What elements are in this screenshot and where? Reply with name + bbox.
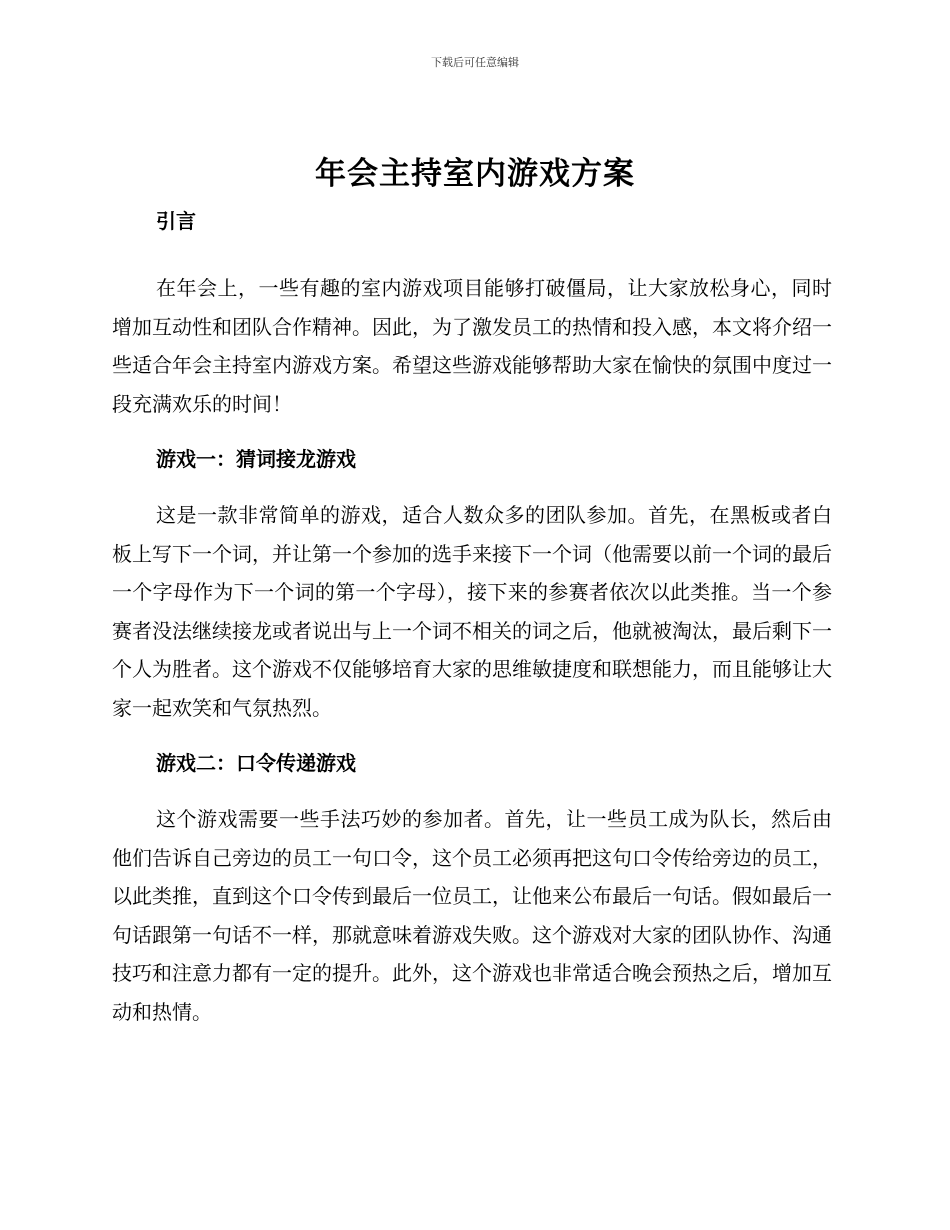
document-body [112,202,832,1031]
section-heading-game-one: 游戏一：猜词接龙游戏 [156,447,356,471]
section-heading-game-two: 游戏二：口令传递游戏 [156,751,356,775]
section-paragraph-intro: 在年会上，一些有趣的室内游戏项目能够打破僵局，让大家放松身心，同时增加互动性和团队合作精神。因此，为了激发员工的热情和投入感，本文将介绍一些适合年会主持室内游戏方案。希望这些游戏能够帮助大家在愉快的氛围中度过一段充满欢乐的时间！ [112,276,832,416]
section-heading-intro: 引言 [156,209,196,233]
document-title: 年会主持室内游戏方案 [315,156,635,192]
header-note: 下载后可任意编辑 [431,56,519,69]
section-paragraph-game-one: 这是一款非常简单的游戏，适合人数众多的团队参加。首先，在黑板或者白板上写下一个词，并让第一个参加的选手来接下一个词（他需要以前一个词的最后一个字母作为下一个词的第一个字母），接下来的参赛者依次以此类推。当一个参赛者没法继续接龙或者说出与上一个词不相关的词之后，他就被淘汰，最后剩下一个人为胜者。这个游戏不仅能够培育大家的思维敏捷度和联想能力，而且能够让大家一起欢笑和气氛热烈。 [112,503,832,720]
section-paragraph-game-two: 这个游戏需要一些手法巧妙的参加者。首先，让一些员工成为队长，然后由他们告诉自己旁边的员工一句口令，这个员工必须再把这句口令传给旁边的员工，以此类推，直到这个口令传到最后一位员工，让他来公布最后一句话。假如最后一句话跟第一句话不一样，那就意味着游戏失败。这个游戏对大家的团队协作、沟通技巧和注意力都有一定的提升。此外，这个游戏也非常适合晚会预热之后，增加互动和热情。 [112,807,832,1024]
